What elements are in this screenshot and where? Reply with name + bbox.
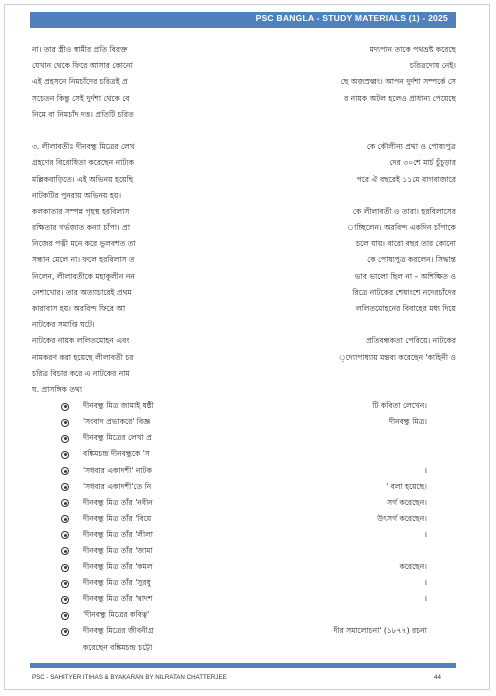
text-line [32, 301, 456, 317]
document-content [32, 42, 456, 652]
text-line [32, 350, 456, 366]
text-line-left: এই প্রহসনে নিমচাঁদের চরিত্রই প্র [32, 77, 128, 87]
text-line-right: মদ্যপান তাকে পথভ্রষ্ট করেছে [369, 45, 456, 54]
text-line-right: পরে ঐ বছরেই ১১মে বাগবাজারে [356, 174, 456, 184]
text-line-left: যেখান থেকে ফিরে আসার কোনো [32, 61, 133, 71]
text-line-right: চলে যায়। বারো বছর তার কোনো [356, 239, 456, 249]
bullet-icon [61, 451, 69, 459]
list-item-text-right: সর্গ করেছেন। [387, 497, 427, 507]
text-line-right: ্দ্যোপাধ্যায় মন্তব্য করেছেন 'কাহিনী ও [338, 352, 456, 362]
list-item-text-right: টি কবিতা লেখেন। [372, 401, 427, 411]
list-item-text: বঙ্কিমচন্দ্র দীনবন্ধুকে 'স [83, 449, 150, 459]
list-item-text: 'সধবার একাদশী' নাটক [83, 465, 153, 475]
bullet-icon [61, 467, 69, 475]
bullet-icon [61, 531, 69, 539]
text-line [32, 285, 456, 301]
list-item [61, 591, 456, 607]
list-item-text: দীনবন্ধু মিত্র তাঁর 'সুরধু [83, 578, 151, 588]
list-item [61, 495, 456, 511]
list-item [61, 559, 456, 575]
text-line [32, 74, 456, 90]
bullet-icon [61, 483, 69, 491]
text-line-left: না। তার স্ত্রীও স্বামীর প্রতি বিরক্ত [32, 45, 128, 54]
list-item-text: দীনবন্ধু মিত্র তাঁর 'নবীন [83, 497, 153, 507]
text-line-left: সন্ধান মেলে না। ফলে হরবিলাস ত [32, 255, 135, 265]
text-line-right: ছে অজস্রধ্বং। আপন দুর্দশা সম্পর্কে সে [340, 77, 456, 87]
text-line-left: নিলেন, লীলাবতীকে মহাকুলীন নন [32, 271, 135, 281]
text-line-right: কে কৌলীন্য প্রথা ও পোষ্যপুত্র [366, 142, 456, 152]
text-line-left: কলকাতার সম্পন্ন গৃহস্থ হরবিলাস [32, 206, 130, 216]
bullet-icon [61, 403, 69, 411]
text-line-left: রক্ষিতার গর্ভজাত কন্যা চাঁপা। প্রা [32, 223, 131, 233]
text-line [32, 188, 456, 204]
list-item-text: 'সংবাদ প্রভাকরে' বিজ্ঞ [83, 417, 151, 427]
list-item [61, 398, 456, 414]
text-line [32, 366, 456, 382]
text-line-left: নাটকের সমাপ্তি ঘটে। [32, 320, 95, 330]
list-item-text: দীনবন্ধু মিত্র জামাই ষষ্ঠী [83, 401, 154, 411]
text-line-left: সচেতন কিন্তু সেই দুর্দশা থেকে বে [32, 93, 130, 103]
list-item [61, 414, 456, 430]
text-line-right: ভাব ভালো ছিল না – অশিক্ষিত ও [354, 271, 456, 281]
list-item-text-right: । [424, 594, 427, 604]
text-line [32, 139, 456, 155]
bullet-icon [61, 612, 69, 620]
text-line [32, 172, 456, 188]
text-line-left: নামকরণ করা হয়েছে লীলাবতী চর [32, 352, 134, 362]
list-item [61, 463, 456, 479]
text-line-right: প্রতিবন্ধকতা পেরিয়ে। নাটকের [365, 336, 456, 346]
list-item-text: দীনবন্ধু মিত্র তাঁর 'লীলা [83, 529, 153, 539]
list-item-text: 'সধবার একাদশী'তে নি [83, 481, 152, 491]
text-line-left: নিজের পত্নী মনে করে ভুলবশত তা [32, 239, 136, 249]
list-item-text-right: উৎসর্গ করেছেন। [377, 513, 427, 523]
list-item-continuation: করেছেন বঙ্কিমচন্দ্র চট্টো [83, 642, 153, 652]
text-line [32, 123, 456, 139]
text-line-right: াচ্ছিলেন। অরবিন্দ একদিন চাঁপাকে [347, 223, 456, 233]
text-line-right: রিত্রে নাটকের শেষাংশে নদেরচাঁদের [352, 287, 456, 297]
bullet-icon [61, 564, 69, 572]
list-item-text: দীনবন্ধু মিত্রের লেখা প্র [83, 433, 152, 443]
bullet-icon [61, 596, 69, 604]
list-item-text: 'দীনবন্ধু মিত্রের কবিত্ব' [83, 610, 150, 620]
text-line-left: ৩. লীলাবতীঃ দীনবন্ধু মিত্রের লেখ [32, 142, 135, 152]
text-line [32, 107, 456, 123]
footer-text: PSC - SAHITYER ITIHAS & BYAKARAN BY NILRATAN CHATTERJEE [32, 674, 227, 681]
list-item-text: দীনবন্ধু মিত্র তাঁর 'দ্বাদশ [83, 594, 153, 604]
list-item-text-right: । [424, 529, 427, 539]
bullet-icon [61, 628, 69, 636]
list-item [61, 575, 456, 591]
bullet-icon [61, 419, 69, 427]
text-line-right: কে পোষ্যপুত্র করলেন। সিদ্ধান্ত [367, 255, 456, 265]
text-line [32, 220, 456, 236]
list-item-text-right: দীর সমালোচনা' (১৮৭৭) রচনা [333, 626, 427, 636]
list-item-text-right: । [424, 465, 427, 475]
list-item [61, 543, 456, 559]
text-line-right: কে লীলাবতী ও তারা। হরবিলাসের [352, 206, 456, 216]
body-text [32, 42, 456, 382]
text-line-left: গ্রহণের বিরোধিতা করেছেন নাট্যক [32, 158, 135, 168]
text-line-right: দের ৩০শে মার্চ চুঁচুড়ার [389, 158, 456, 168]
list-item [61, 430, 456, 446]
text-line-left: নিমে বা নিমচাঁদ দত্ত। প্রতিটি চরিত [32, 109, 134, 119]
list-item [61, 479, 456, 495]
text-line-left: কারাবাস হয়। অরবিন্দ ফিরে আ [32, 304, 126, 313]
list-item-text: দীনবন্ধু মিত্রের জীবনীগ্র [83, 626, 154, 636]
bullet-icon [61, 435, 69, 443]
header-bar [30, 12, 456, 28]
page-number: 44 [434, 674, 441, 681]
text-line [32, 252, 456, 268]
text-line-right: র নায়ক অটল হলেও প্রাধান্য পেয়েছে [344, 93, 456, 103]
text-line [32, 333, 456, 349]
text-line [32, 42, 456, 58]
list-item-text-right: । [424, 578, 427, 588]
list-item [61, 511, 456, 527]
list-item-text-right: করেছেন। [399, 562, 427, 572]
text-line [32, 204, 456, 220]
list-item-text: দীনবন্ধু মিত্র তাঁর 'কমল [83, 562, 153, 572]
text-line-left: চরিত্র বিচার করে এ নাটকের নাম [32, 368, 130, 378]
list-item [61, 446, 456, 462]
text-line-left: মল্লিকবাড়িতে। এই অভিনয় হয়েছি [32, 174, 134, 184]
text-line [32, 236, 456, 252]
bullet-icon [61, 547, 69, 555]
text-line [32, 317, 456, 333]
text-line [32, 269, 456, 285]
text-line-right: চরিত্রদোষ নেই। [409, 61, 456, 71]
list-item [61, 607, 456, 623]
list-item [61, 527, 456, 543]
list-item-text: দীনবন্ধু মিত্র তাঁর 'বিয়ে [83, 513, 152, 523]
text-line-left: নাটকের নায়ক ললিতমোহন এবং [32, 336, 130, 346]
bullet-icon [61, 580, 69, 588]
bullet-list [61, 398, 456, 652]
text-line [32, 58, 456, 74]
text-line [32, 91, 456, 107]
text-line-left: নেশাখোর। তার অত্যাচারেই প্রথম [32, 287, 132, 297]
footer-bar [30, 663, 456, 668]
list-item-text: দীনবন্ধু মিত্র তাঁর 'জামা [83, 545, 153, 555]
bullet-icon [61, 515, 69, 523]
list-item-text-right: দীনবন্ধু মিত্র। [388, 417, 427, 427]
section-heading: ঘ. প্রাসঙ্গিক তথ্য [32, 384, 83, 394]
list-item [61, 623, 456, 652]
bullet-icon [61, 499, 69, 507]
text-line-right: ললিতমোহনের বিবাহের মধ্য দিয়ে [355, 304, 456, 313]
list-item-text-right: ' বলা হয়েছে। [386, 481, 427, 491]
text-line-left: নাটকটির পুনরায় অভিনয় হয়। [32, 190, 122, 200]
text-line [32, 155, 456, 171]
header-title: PSC BANGLA - STUDY MATERIALS (1) - 2025 [255, 13, 448, 23]
